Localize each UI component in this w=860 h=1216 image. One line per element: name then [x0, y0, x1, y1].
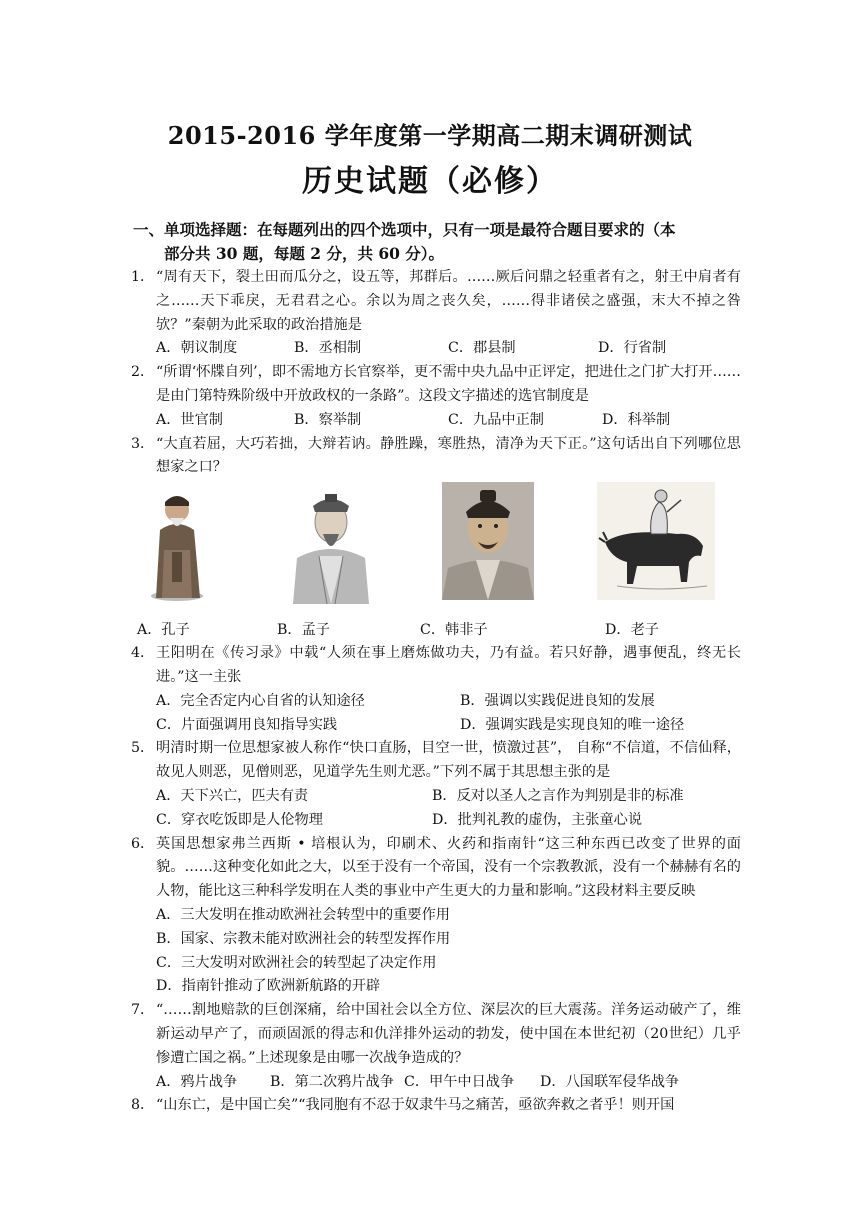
question-number: 8．: [131, 1097, 155, 1114]
question-stem: “大直若屈，大巧若拙，大辩若讷。静胜躁，寒胜热，清净为天下正。”这句话出自下列哪位思想家之口？: [156, 435, 741, 476]
option-a: A．完全否定内心自省的认知途径: [156, 692, 365, 709]
question-stem: “所谓‘怀牒自列’，即不需地方长官察举，更不需中央九品中正评定，把进仕之门扩大打开……是由门第特殊阶级中开放政权的一条路”。这段文字描述的选官制度是: [156, 364, 741, 404]
option-b: B．察举制: [294, 411, 362, 428]
option-b: B．孟子: [277, 622, 330, 639]
question-number: 1．: [131, 269, 155, 285]
option-a: A．鸦片战争: [156, 1073, 238, 1090]
question-options: [156, 1071, 741, 1095]
question-options: [131, 618, 741, 642]
question-options: [156, 714, 741, 738]
question-number: 7．: [131, 1002, 155, 1019]
question-number: 4．: [131, 645, 155, 662]
option-a: A．三大发明在推动欧洲社会转型中的重要作用: [156, 906, 450, 923]
option-b: B．第二次鸦片战争: [270, 1073, 394, 1090]
question-stem: “山东亡，是中国亡矣”“我同胞有不忍于奴隶牛马之痛苦，亟欲奔救之者乎！则开国: [156, 1097, 675, 1114]
question-2: [131, 361, 741, 432]
thinker-portraits: [131, 494, 741, 618]
section-heading-line1: 一、单项选择题：在每题列出的四个选项中，只有一项是最符合题目要求的（本: [133, 220, 676, 239]
question-7: [131, 999, 741, 1094]
question-stem: 明清时期一位思想家被人称作“快口直肠，目空一世，愤激过甚”， 自称“不信道，不信仙释，故见人则恶，见僧则恶，见道学先生则尤恶。”下列不属于其思想主张的是: [156, 740, 741, 781]
question-3: [131, 433, 741, 643]
exam-title: 2015-2016 学年度第一学期高二期末调研测试: [167, 121, 693, 150]
laozi-on-ox-portrait-icon: [597, 482, 715, 600]
question-stem: 王阳明在《传习录》中载“人须在事上磨炼做功夫，乃有益。若只好静，遇事便乱，终无长进。”这一主张: [156, 645, 741, 685]
question-options: [156, 785, 741, 809]
option-c: C．九品中正制: [448, 411, 544, 428]
question-options: [156, 409, 741, 433]
option-d: D．行省制: [598, 340, 667, 357]
option-b: B．丞相制: [294, 340, 362, 357]
option-b: B．强调以实践促进良知的发展: [460, 692, 655, 709]
question-number: 6．: [131, 835, 155, 852]
option-a: A．朝议制度: [156, 340, 238, 357]
question-number: 5．: [131, 740, 155, 757]
confucius-portrait-icon: [146, 490, 208, 602]
mencius-portrait-icon: [289, 488, 373, 604]
option-d: D．八国联军侵华战争: [540, 1073, 680, 1090]
option-a: A．世官制: [156, 411, 223, 428]
option-a: A．天下兴亡，匹夫有责: [156, 787, 309, 804]
section-heading: [133, 218, 753, 266]
option-d: D．老子: [605, 622, 659, 639]
option-c: C．韩非子: [420, 622, 488, 639]
question-options: [156, 337, 741, 361]
question-number: 2．: [131, 364, 155, 381]
option-c: C．片面强调用良知指导实践: [156, 716, 338, 733]
question-options: [156, 809, 741, 833]
hanfeizi-portrait-icon: [442, 482, 534, 600]
exam-subtitle: 历史试题（必修）: [302, 164, 558, 199]
question-5: [131, 737, 741, 832]
option-d: D．强调实践是实现良知的唯一途径: [460, 716, 685, 733]
option-d: D．批判礼教的虚伪，主张童心说: [432, 811, 643, 828]
section-heading-line2: 部分共 30 题，每题 2 分，共 60 分）。: [164, 244, 445, 263]
option-d: D．指南针推动了欧洲新航路的开辟: [156, 978, 381, 995]
option-c: C．甲午中日战争: [404, 1073, 515, 1090]
question-stem: “周有天下，裂土田而瓜分之，设五等，邦群后。……厥后问鼎之轻重者有之，射王中肩者有之……天下乖戾，无君君之心。余以为周之丧久矣，……得非诸侯之盛强，末大不掉之咎欤？”秦朝为此采取的政治措施是: [156, 269, 741, 333]
questions-body: [0, 266, 860, 1118]
option-c: C．穿衣吃饭即是人伦物理: [156, 811, 323, 828]
question-8: [131, 1094, 741, 1118]
option-c: C．郡县制: [448, 340, 516, 357]
question-6: [131, 833, 741, 1000]
option-b: B．反对以圣人之言作为判别是非的标准: [432, 787, 684, 804]
question-4: [131, 642, 741, 737]
option-b: B．国家、宗教未能对欧洲社会的转型发挥作用: [156, 930, 451, 947]
option-c: C．三大发明对欧洲社会的转型起了决定作用: [156, 954, 437, 971]
option-a: A．孔子: [137, 622, 190, 639]
question-stem: “……割地赔款的巨创深痛，给中国社会以全方位、深层次的巨大震荡。洋务运动破产了，维新运动早产了，而顽固派的得志和仇洋排外运动的勃发，使中国在本世纪初（20世纪）几乎惨遭亡国之祸。”上述现象是由哪一次战争造成的？: [156, 1002, 741, 1066]
question-1: [131, 266, 741, 361]
question-stem: 英国思想家弗兰西斯 • 培根认为，印刷术、火药和指南针“这三种东西已改变了世界的面貌。……这种变化如此之大，以至于没有一个帝国，没有一个宗教教派，没有一个赫赫有名的人物，能比这三种科学发明在人类的事业中产生更大的力量和影响。”这段材料主要反映: [156, 835, 741, 900]
question-options: [156, 690, 741, 714]
option-d: D．科举制: [602, 411, 671, 428]
question-number: 3．: [131, 435, 155, 452]
